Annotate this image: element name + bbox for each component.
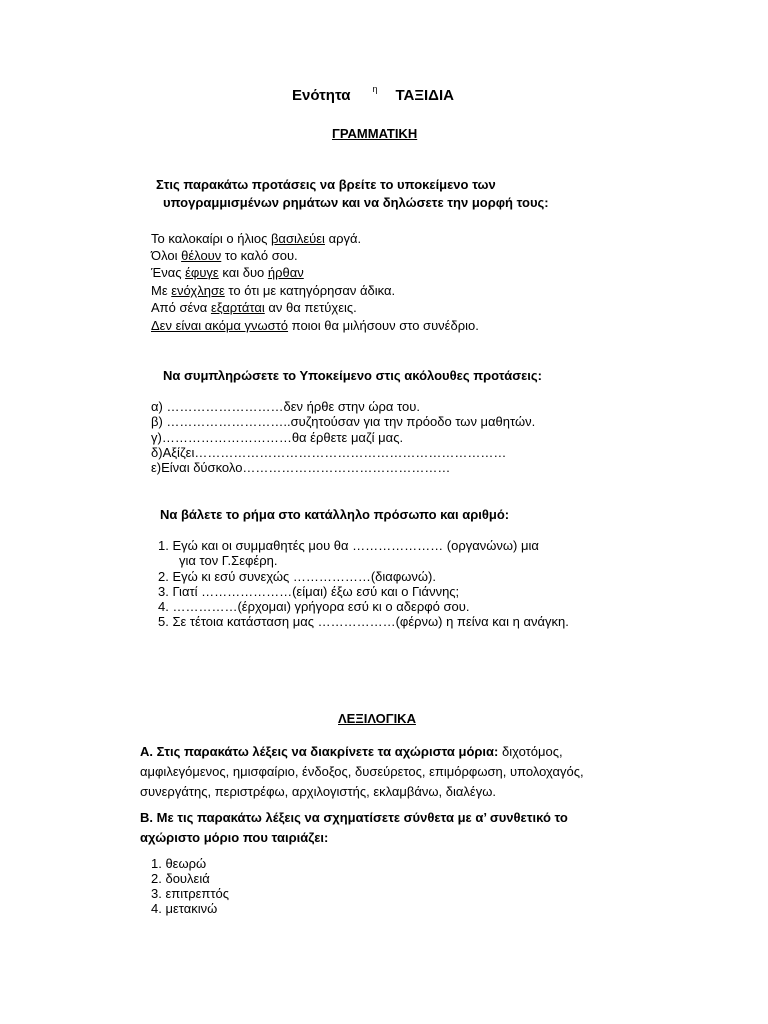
grammar-heading: ΓΡΑΜΜΑΤΙΚΗ: [332, 126, 418, 141]
ex2-item: ε)Είναι δύσκολο…………………………………………: [151, 460, 451, 475]
ex2-item: γ)…………………………θα έρθετε μαζί μας.: [151, 430, 404, 445]
title-superscript: η: [372, 84, 378, 94]
vocab-a-instruction: Α. Στις παρακάτω λέξεις να διακρίνετε τα αχώριστα μόρια:: [140, 744, 499, 759]
ex1-sentence-4: [151, 283, 395, 298]
title-prefix: Ενότητα: [292, 87, 351, 104]
ex3-item-5: 5. Σε τέτοια κατάσταση μας ………………(φέρνω) η πείνα και η ανάγκη.: [158, 614, 569, 629]
ex2-instruction: Να συμπληρώσετε το Υποκείμενο στις ακόλουθες προτάσεις:: [163, 368, 542, 383]
ex2-item: α) ………………………δεν ήρθε στην ώρα του.: [151, 399, 420, 414]
sentence-text: Όλοι: [151, 248, 182, 263]
ex1-sentence-5: [151, 300, 357, 315]
underlined-verb: ενόχλησε: [171, 283, 225, 298]
sentence-text: Ένας: [151, 265, 186, 280]
title-name: ΤΑΞΙΔΙΑ: [395, 87, 454, 104]
vocab-exercise-b-instruction: Β. Με τις παρακάτω λέξεις να σχηματίσετε σύνθετα με α’ συνθετικό το αχώριστο μόριο που ταιριάζει:: [140, 810, 568, 845]
sentence-text: ποιοι θα μιλήσουν στο συνέδριο.: [288, 318, 479, 333]
sentence-text: αργά.: [324, 231, 362, 246]
vocab-b-item: 3. επιτρεπτός: [151, 886, 230, 901]
ex3-item-1: 1. Εγώ και οι συμμαθητές μου θα ………………… (οργανώνω) μια: [158, 538, 539, 553]
ex3-item-4: 4. ……………(έρχομαι) γρήγορα εσύ κι ο αδερφό σου.: [158, 599, 470, 614]
sentence-text: Το καλοκαίρι ο ήλιος: [151, 231, 271, 246]
sentence-text: Με: [151, 283, 172, 298]
underlined-verb: εξαρτάται: [210, 300, 265, 315]
ex1-sentence-3: [151, 265, 304, 280]
ex3-item-1-continued: για τον Γ.Σεφέρη.: [179, 553, 278, 568]
sentence-text: και δυο: [218, 265, 268, 280]
page-title: [292, 84, 454, 104]
ex3-instruction: Να βάλετε το ρήμα στο κατάλληλο πρόσωπο και αριθμό:: [160, 507, 510, 522]
sentence-text: το καλό σου.: [221, 248, 298, 263]
ex3-item-2: 2. Εγώ κι εσύ συνεχώς ………………(διαφωνώ).: [158, 569, 436, 584]
underlined-verb: βασιλεύει: [270, 231, 325, 246]
vocab-b-item: 4. μετακινώ: [151, 901, 218, 916]
ex1-sentence-2: [151, 248, 298, 263]
underlined-verb: θέλουν: [181, 248, 222, 263]
sentence-text: Από σένα: [151, 300, 211, 315]
sentence-text: αν θα πετύχεις.: [264, 300, 357, 315]
vocab-b-item: 2. δουλειά: [151, 871, 210, 886]
vocabulary-heading: ΛΕΞΙΛΟΓΙΚΑ: [338, 711, 416, 726]
ex1-sentence-1: [151, 231, 361, 246]
ex2-item: δ)Αξίζει………………………………………………………………: [151, 445, 507, 460]
ex1-instruction-line2: υπογραμμισμένων ρημάτων και να δηλώσετε την μορφή τους:: [163, 195, 549, 210]
underlined-verb: έφυγε: [185, 265, 219, 280]
vocab-b-item: 1. θεωρώ: [151, 856, 207, 871]
sentence-text: το ότι με κατηγόρησαν άδικα.: [224, 283, 396, 298]
ex1-instruction-line1: Στις παρακάτω προτάσεις να βρείτε το υποκείμενο των: [156, 177, 496, 192]
ex3-item-3: 3. Γιατί …………………(είμαι) έξω εσύ και ο Γιάννης;: [158, 584, 460, 599]
underlined-verb: ήρθαν: [267, 265, 304, 280]
vocab-exercise-a: [140, 742, 630, 802]
underlined-verb: Δεν είναι ακόμα γνωστό: [151, 318, 289, 333]
vocab-a-words: διχοτόμος, αμφιλεγόμενος, ημισφαίριο, ένδοξος, δυσεύρετος, επιμόρφωση, υπολοχαγός, συνεργάτης, περιστρέφω, αρχιλογιστής, εκλαμβάνω, διαλέγω.: [140, 744, 584, 799]
ex1-sentence-6: [151, 318, 479, 333]
ex2-item: β) ………………………..συζητούσαν για την πρόοδο των μαθητών.: [151, 414, 536, 429]
